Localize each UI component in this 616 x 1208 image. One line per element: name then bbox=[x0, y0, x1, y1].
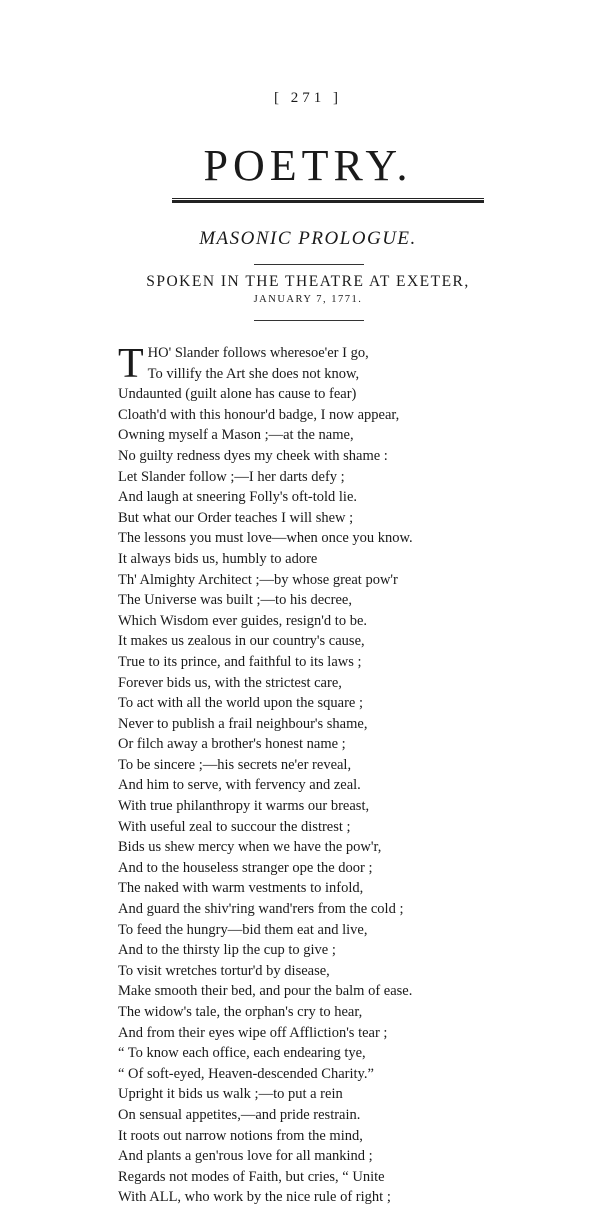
poem-line: Cloath'd with this honour'd badge, I now appear, bbox=[118, 406, 400, 423]
poem-line: The naked with warm vestments to infold, bbox=[118, 880, 364, 897]
poem-line: To villify the Art she does not know, bbox=[147, 365, 360, 382]
drop-cap: T bbox=[118, 341, 144, 387]
poem-line: With useful zeal to succour the distrest ; bbox=[118, 818, 351, 835]
poem-line: “ Of soft-eyed, Heaven-descended Charity.” bbox=[118, 1065, 374, 1082]
poem-line: It always bids us, humbly to adore bbox=[118, 550, 318, 567]
poem-line: The widow's tale, the orphan's cry to hear, bbox=[118, 1004, 363, 1020]
poem-line: To act with all the world upon the square ; bbox=[118, 695, 364, 712]
poem-line: Bids us shew mercy when we have the pow'r, bbox=[118, 839, 382, 856]
page-number: [ 271 ] bbox=[274, 90, 342, 106]
poem-line: It makes us zealous in our country's cause, bbox=[118, 633, 365, 650]
poem-line: “ To know each office, each endearing tye, bbox=[118, 1045, 366, 1062]
poem-line: Make smooth their bed, and pour the balm of ease. bbox=[118, 983, 413, 1000]
poem-line: Let Slander follow ;—I her darts defy ; bbox=[118, 468, 345, 485]
poem-date: JANUARY 7, 1771. bbox=[253, 294, 363, 305]
poem-body bbox=[118, 343, 588, 1208]
poem-line: It roots out narrow notions from the mind, bbox=[118, 1127, 363, 1144]
poem-line: Undaunted (guilt alone has cause to fear) bbox=[118, 386, 357, 403]
poem-line: And to the thirsty lip the cup to give ; bbox=[118, 942, 336, 959]
poem-line: Upright it bids us walk ;—to put a rein bbox=[118, 1086, 343, 1103]
poem-line: The lessons you must love—when once you know. bbox=[118, 530, 413, 547]
poem-line: On sensual appetites,—and pride restrain. bbox=[118, 1106, 361, 1123]
title-rule bbox=[172, 198, 484, 203]
poem-line: Owning myself a Mason ;—at the name, bbox=[118, 427, 354, 444]
poem-line: To feed the hungry—bid them eat and live, bbox=[118, 921, 368, 938]
poem-line: And plants a gen'rous love for all mankind ; bbox=[118, 1148, 373, 1165]
poem-line: No guilty redness dyes my cheek with shame : bbox=[118, 447, 388, 464]
poem-line: But what our Order teaches I will shew ; bbox=[118, 509, 354, 526]
poem-line: Which Wisdom ever guides, resign'd to be. bbox=[118, 612, 368, 629]
poem-line: Regards not modes of Faith, but cries, “ Unite bbox=[118, 1168, 385, 1185]
poem-line: HO' Slander follows wheresoe'er I go, bbox=[147, 345, 369, 361]
poem-line: And from their eyes wipe off Affliction's tear ; bbox=[118, 1024, 388, 1041]
poem-line: Th' Almighty Architect ;—by whose great pow'r bbox=[118, 571, 398, 588]
poem-line: And guard the shiv'ring wand'rers from the cold ; bbox=[118, 901, 404, 918]
poem-lines bbox=[118, 384, 588, 1208]
poem-line: With ALL, who work by the nice rule of right ; bbox=[118, 1189, 391, 1206]
divider-rule bbox=[254, 264, 364, 265]
section-title: POETRY. bbox=[203, 141, 413, 190]
poem-line: Never to publish a frail neighbour's shame, bbox=[118, 715, 368, 732]
poem-line: Or filch away a brother's honest name ; bbox=[118, 736, 346, 753]
poem-occasion: SPOKEN IN THE THEATRE AT EXETER, bbox=[146, 273, 470, 290]
poem-line: To visit wretches tortur'd by disease, bbox=[118, 962, 330, 979]
poem-line: And him to serve, with fervency and zeal. bbox=[118, 777, 361, 794]
poem-line: And laugh at sneering Folly's oft-told lie. bbox=[118, 489, 358, 506]
poem-line: To be sincere ;—his secrets ne'er reveal, bbox=[118, 756, 352, 773]
poem-line: Forever bids us, with the strictest care, bbox=[118, 674, 342, 691]
poem-line: True to its prince, and faithful to its laws ; bbox=[118, 653, 362, 670]
poem-title: MASONIC PROLOGUE. bbox=[199, 228, 417, 249]
poem-line: The Universe was built ;—to his decree, bbox=[118, 592, 352, 609]
poem-line: With true philanthropy it warms our breast, bbox=[118, 798, 370, 815]
divider-rule bbox=[254, 320, 364, 321]
poem-line: And to the houseless stranger ope the door ; bbox=[118, 859, 373, 876]
